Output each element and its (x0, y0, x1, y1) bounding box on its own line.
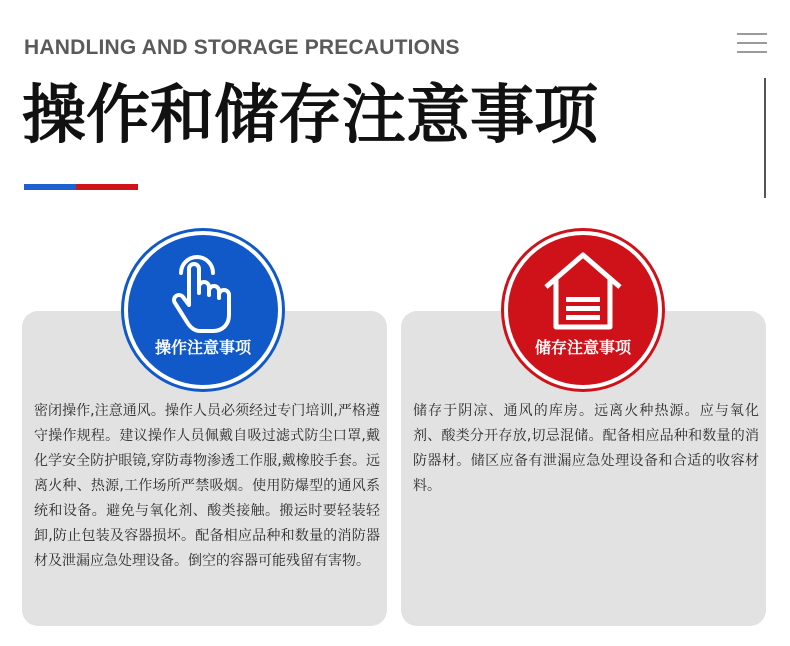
page-title: 操作和储存注意事项 (22, 79, 598, 153)
handling-text: 密闭操作,注意通风。操作人员必须经过专门培训,严格遵守操作规程。建议操作人员佩戴自吸过滤式防尘口罩,戴化学安全防护眼镜,穿防毒物渗透工作服,戴橡胶手套。远离火种、热源,工作场所严禁吸烟。使用防爆型的通风系统和设备。避免与氧化剂、酸类接触。搬运时要轻装轻卸,防止包装及容器损坏。配备相应品种和数量的消防器材及泄漏应急处理设备。倒空的容器可能残留有害物。 (34, 403, 380, 569)
hamburger-menu-icon[interactable] (737, 33, 767, 53)
accent-bar-blue (24, 184, 76, 190)
warehouse-icon (508, 235, 658, 385)
storage-badge (504, 231, 662, 389)
handling-badge-label: 操作注意事项 (154, 338, 251, 357)
storage-text: 储存于阴凉、通风的库房。远离火种热源。应与氧化剂、酸类分开存放,切忌混储。配备相应品种和数量的消防器材。储区应备有泄漏应急处理设备和合适的收容材料。 (413, 403, 759, 494)
section-subtitle: HANDLING AND STORAGE PRECAUTIONS (24, 36, 460, 59)
accent-bar-red (76, 184, 138, 190)
pointing-hand-icon (128, 235, 278, 385)
divider-line (764, 78, 766, 198)
handling-badge (124, 231, 282, 389)
storage-badge-label: 储存注意事项 (534, 338, 631, 357)
